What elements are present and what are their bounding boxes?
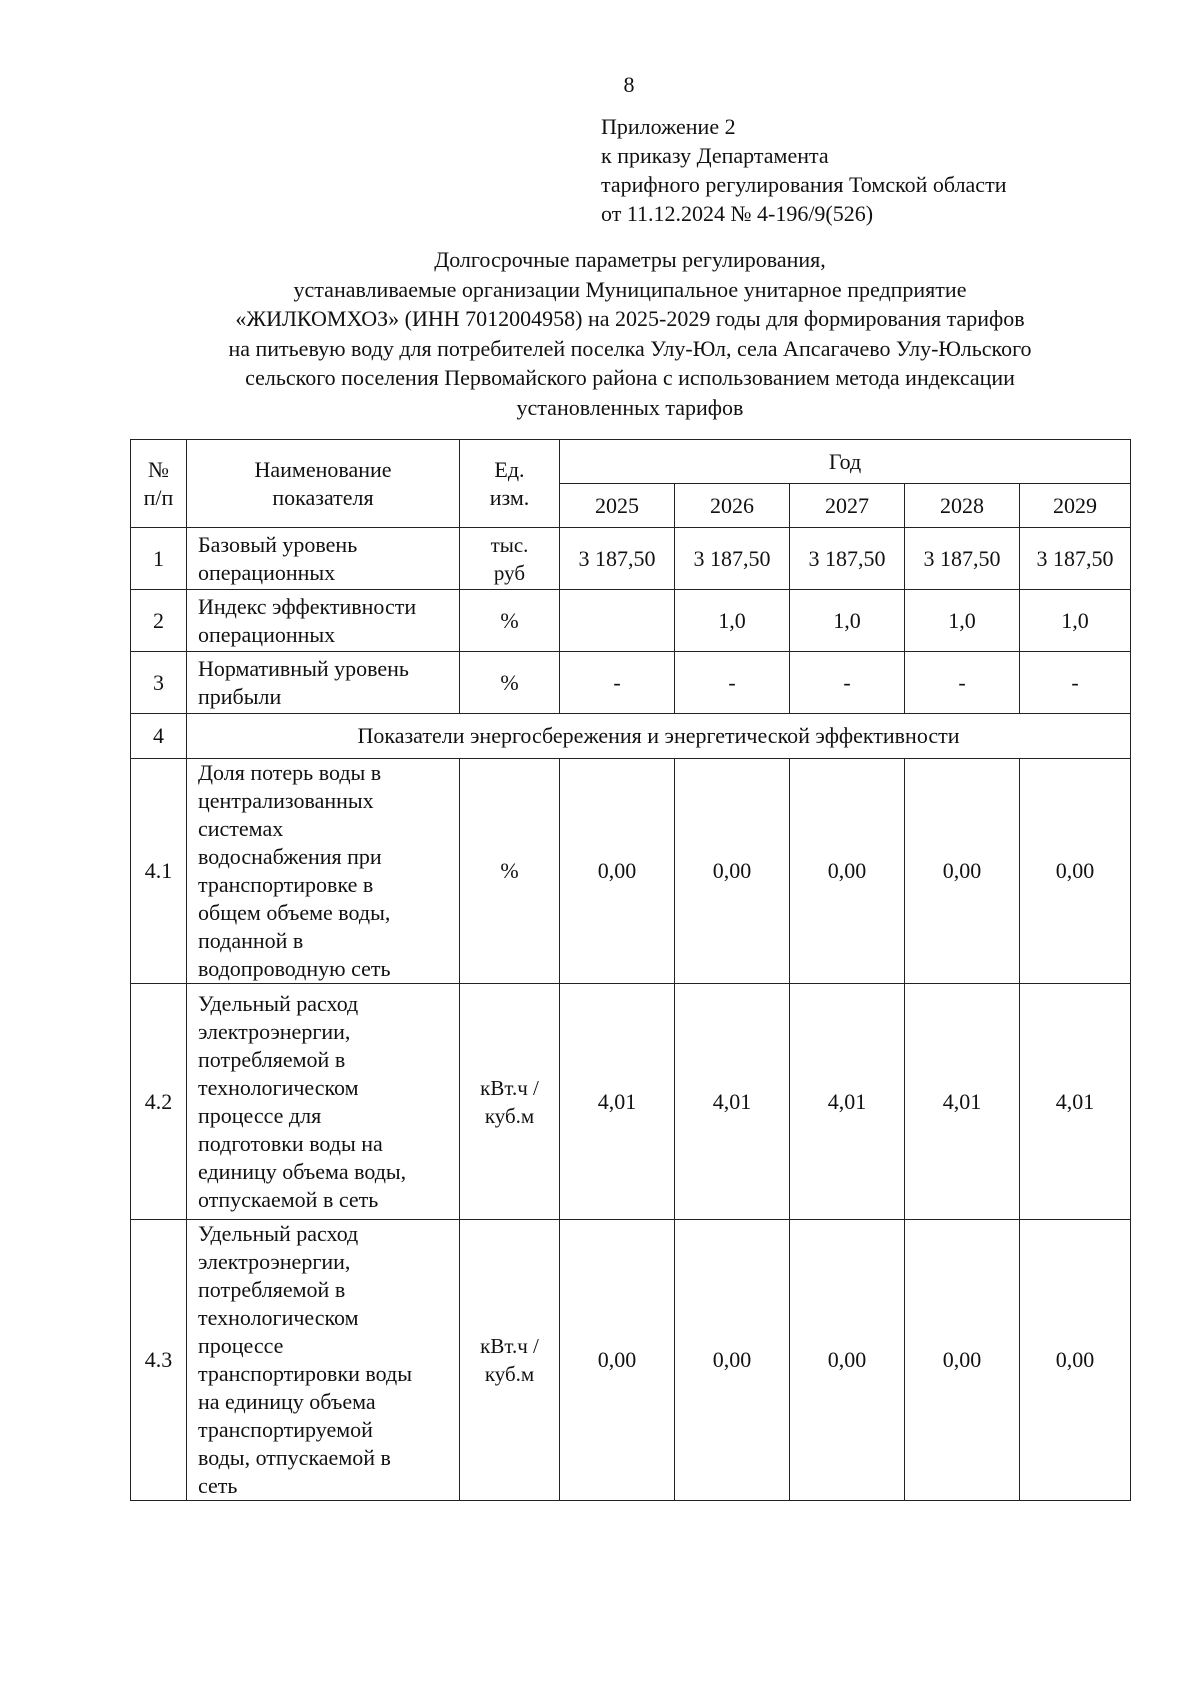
row-name-line: общем объеме воды, [198,900,391,925]
row-name-line: операционных [198,621,336,647]
row-number: 4.2 [131,984,187,1220]
value-cell: 4,01 [675,984,790,1220]
row-name-line: потребляемой в [198,1046,346,1072]
header-name-line: показателя [272,484,374,510]
value-cell: 0,00 [790,759,905,984]
row-unit-line: % [500,607,519,633]
row-name-line: процессе для [198,1102,322,1128]
table-row [131,1220,1131,1501]
page-number: 8 [623,72,635,97]
parameters-table [130,439,1131,1501]
row-name [187,759,460,984]
row-name [187,984,460,1220]
row-name-line: потребляемой в [198,1277,346,1302]
value-cell: 0,00 [675,1220,790,1501]
row-name-line: поданной в [198,928,304,953]
row-unit-line: кВт.ч / [480,1334,539,1358]
row-name-line: сеть [198,1473,238,1498]
appendix-line: к приказу Департамента [601,143,829,168]
value-cell: 0,00 [905,1220,1020,1501]
value-cell: 4,01 [790,984,905,1220]
row-name-line: транспортировке в [198,872,374,897]
row-name-line: воды, отпускаемой в [198,1445,391,1470]
row-name [187,528,460,590]
title-line: «ЖИЛКОМХОЗ» (ИНН 7012004958) на 2025-2029 годы для формирования тарифов [235,306,1025,331]
appendix-line: от 11.12.2024 № 4-196/9(526) [601,201,874,226]
value-cell: 4,01 [560,984,675,1220]
row-number: 1 [131,528,187,590]
value-cell: 1,0 [1020,590,1131,652]
row-number: 2 [131,590,187,652]
row-unit [460,1220,560,1501]
value-cell: 0,00 [790,1220,905,1501]
row-name-line: технологическом [198,1074,359,1100]
table-header-row [131,440,1131,484]
row-number: 4.3 [131,1220,187,1501]
header-unit-line: изм. [489,484,530,510]
table-row [131,652,1131,714]
value-cell: 0,00 [1020,1220,1131,1501]
value-cell: 4,01 [1020,984,1131,1220]
row-unit-line: % [500,669,519,695]
row-name-line: подготовки воды на [198,1130,383,1156]
row-name-line: электроэнергии, [198,1249,351,1274]
header-name-line: Наименование [254,456,392,482]
section-heading: Показатели энергосбережения и энергетической эффективности [187,714,1131,759]
row-name-line: технологическом [198,1305,359,1330]
row-name [187,652,460,714]
value-cell: 0,00 [905,759,1020,984]
header-unit-line: Ед. [494,456,525,482]
value-cell: 3 187,50 [905,528,1020,590]
row-unit [460,528,560,590]
row-unit-line: тыс. [490,532,529,557]
value-cell: 1,0 [790,590,905,652]
value-cell: 0,00 [560,1220,675,1501]
header-unit [460,440,560,528]
value-cell: 3 187,50 [1020,528,1131,590]
table-row [131,984,1131,1220]
value-cell: 1,0 [905,590,1020,652]
row-name-line: Базовый уровень [198,531,358,557]
row-unit-line: % [500,858,519,883]
header-year-cell: 2026 [675,484,790,528]
row-name-line: операционных [198,559,336,585]
appendix-note [601,112,1006,228]
row-name-line: Удельный расход [198,1221,359,1246]
row-number: 4 [131,714,187,759]
value-cell: - [1020,652,1131,714]
appendix-line: тарифного регулирования Томской области [601,172,1007,197]
row-name-line: системах [198,816,284,841]
value-cell: 3 187,50 [675,528,790,590]
row-unit [460,590,560,652]
value-cell [560,590,675,652]
row-number: 4.1 [131,759,187,984]
row-unit-line: руб [493,560,526,585]
row-name-line: процессе [198,1333,284,1358]
header-year-cell: 2028 [905,484,1020,528]
title-line: установленных тарифов [516,394,744,420]
row-name [187,1220,460,1501]
row-name-line: водопроводную сеть [198,956,391,981]
header-num-line: п/п [143,484,174,510]
document-title [130,245,1130,422]
value-cell: 0,00 [1020,759,1131,984]
row-name-line: прибыли [198,683,282,709]
appendix-line: Приложение 2 [601,114,736,139]
table-row [131,759,1131,984]
row-unit [460,759,560,984]
header-year-cell: 2025 [560,484,675,528]
header-name [187,440,460,528]
table-body [131,440,1131,1501]
title-line: на питьевую воду для потребителей поселка Улу-Юл, села Апсагачево Улу-Юльского [228,335,1032,361]
title-line: сельского поселения Первомайского района с использованием метода индексации [245,365,1015,390]
value-cell: 0,00 [560,759,675,984]
row-unit-line: кВт.ч / [480,1075,539,1100]
row-name-line: отпускаемой в сеть [198,1186,379,1212]
header-num [131,440,187,528]
header-year-cell: 2029 [1020,484,1131,528]
title-line: Долгосрочные параметры регулирования, [434,247,826,272]
table-row [131,528,1131,590]
row-unit-line: куб.м [484,1103,535,1128]
value-cell: 0,00 [675,759,790,984]
header-year: Год [560,440,1131,484]
row-name-line: централизованных [198,788,374,813]
value-cell: - [905,652,1020,714]
row-name-line: транспортируемой [198,1417,373,1442]
row-number: 3 [131,652,187,714]
row-name-line: электроэнергии, [198,1018,351,1044]
row-unit [460,652,560,714]
row-name-line: на единицу объема [198,1389,376,1414]
row-name-line: водоснабжения при [198,844,382,869]
header-num-line: № [148,456,169,482]
row-name-line: Индекс эффективности [198,593,417,619]
value-cell: - [790,652,905,714]
value-cell: - [560,652,675,714]
header-year-cell: 2027 [790,484,905,528]
title-line: устанавливаемые организации Муниципальное унитарное предприятие [293,276,967,302]
value-cell: 3 187,50 [790,528,905,590]
table-row [131,590,1131,652]
row-name-line: Удельный расход [198,990,359,1016]
row-unit-line: куб.м [484,1362,535,1386]
value-cell: 3 187,50 [560,528,675,590]
row-name-line: Нормативный уровень [198,655,409,681]
value-cell: 1,0 [675,590,790,652]
row-name-line: единицу объема воды, [198,1158,407,1184]
value-cell: - [675,652,790,714]
row-name [187,590,460,652]
row-unit [460,984,560,1220]
row-name-line: транспортировки воды [198,1361,412,1386]
value-cell: 4,01 [905,984,1020,1220]
table-row [131,714,1131,759]
row-name-line: Доля потерь воды в [198,760,382,785]
